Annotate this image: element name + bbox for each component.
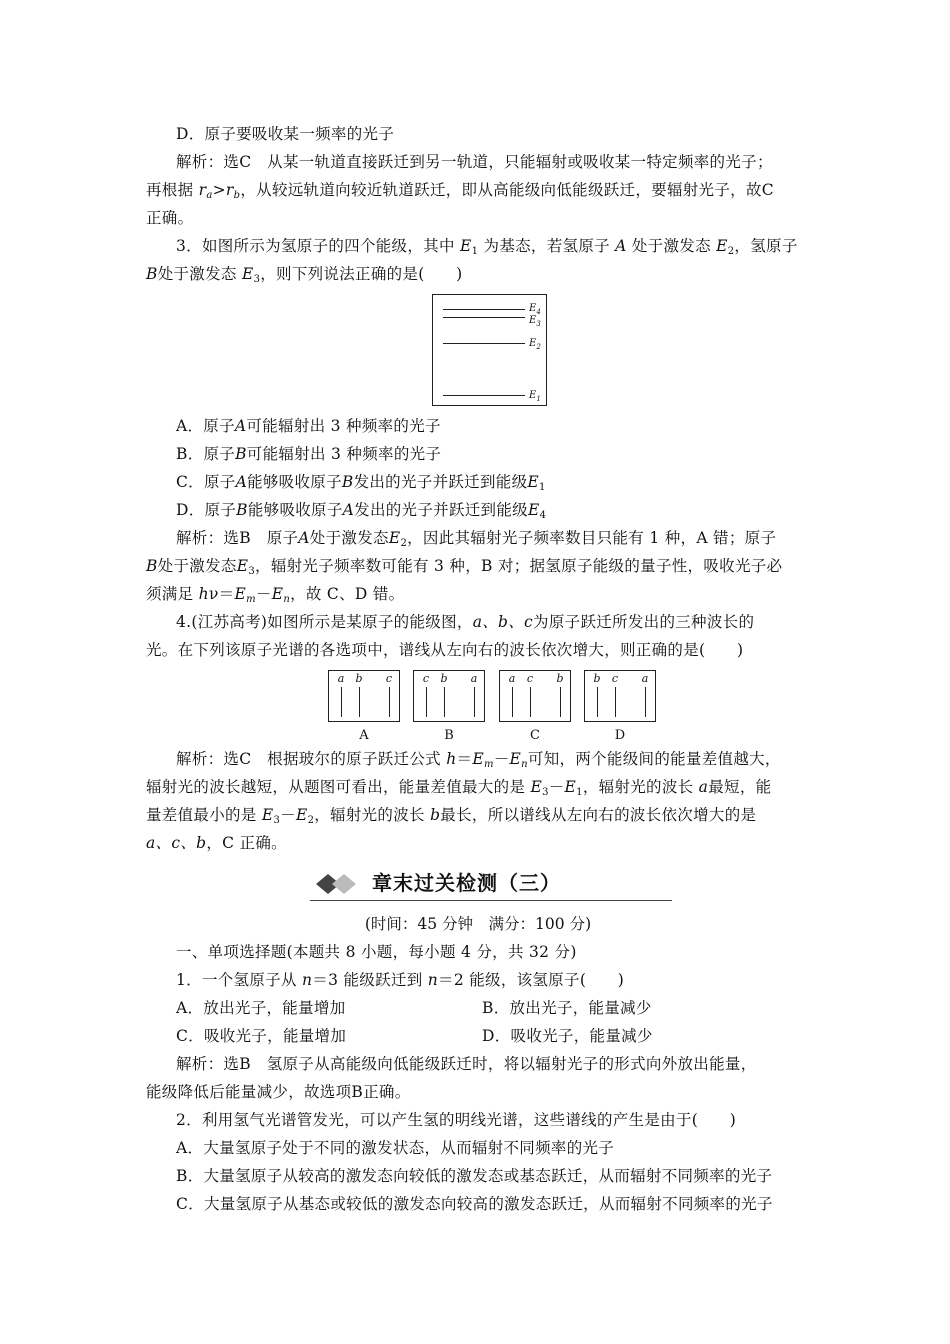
spectrum-box-a <box>328 670 400 722</box>
level-e1-line <box>443 395 525 396</box>
banner-divider <box>310 900 672 901</box>
level-e2-line <box>443 343 525 344</box>
p1-option-a: A．放出光子，能量增加 <box>176 999 346 1017</box>
spectral-line-label: b <box>355 672 363 685</box>
spectral-line <box>444 687 445 717</box>
section-heading: 一、单项选择题(本题共 8 小题，每小题 4 分，共 32 分) <box>176 943 577 961</box>
spectrum-caption: D <box>614 728 626 743</box>
p1-option-b: B．放出光子，能量减少 <box>482 999 652 1017</box>
spectrum-caption: C <box>530 728 540 743</box>
level-e4-line <box>443 309 525 310</box>
spectral-line-label: a <box>641 672 649 685</box>
p2-option-c: C．大量氢原子从基态或较低的激发态向较高的激发态跃迁，从而辐射不同频率的光子 <box>176 1195 773 1213</box>
q3-analysis-2: B处于激发态$E_3$，辐射光子频率数可能有 3 种，B 对；据氢原子能级的量子性，吸收光子必 <box>146 557 783 577</box>
spectral-line-label: a <box>337 672 345 685</box>
q3-analysis-3: 须满足 $h\nu=E_m-E_n$，故 C、D 错。 <box>146 585 405 605</box>
spectral-line <box>512 687 513 717</box>
p1-stem: 1．一个氢原子从 n＝3 能级跃迁到 n＝2 能级，该氢原子( ) <box>176 971 625 989</box>
spectrum-caption: A <box>359 728 369 743</box>
q4-stem-1: 4.(江苏高考)如图所示是某原子的能级图，a、b、c为原子跃迁所发出的三种波长的 <box>176 613 755 631</box>
q3-option-a: A．原子A可能辐射出 3 种频率的光子 <box>176 417 441 435</box>
q2-option-d: D．原子要吸收某一频率的光子 <box>176 125 395 143</box>
spectral-line <box>474 687 475 717</box>
p1-analysis-1: 解析：选B 氢原子从高能级向低能级跃迁时，将以辐射光子的形式向外放出能量， <box>176 1055 757 1073</box>
q4-analysis-3: 量差值最小的是 $E_3-E_2$，辐射光的波长 b最长，所以谱线从左向右的波长依次增大的是 <box>146 806 757 826</box>
spectral-line <box>389 687 390 717</box>
q2-analysis-1: 解析：选C 从某一轨道直接跃迁到另一轨道，只能辐射或吸收某一特定频率的光子； <box>176 153 773 171</box>
spectral-line-label: b <box>556 672 564 685</box>
spectral-line-label: a <box>470 672 478 685</box>
time-score-info: (时间：45 分钟 满分：100 分) <box>364 915 592 933</box>
q4-analysis-4: a、c、b，C 正确。 <box>146 834 287 852</box>
spectral-line <box>359 687 360 717</box>
spectral-line-label: c <box>422 672 430 685</box>
spectral-line-label: a <box>508 672 516 685</box>
p1-option-d: D．吸收光子，能量减少 <box>482 1027 653 1045</box>
q3-option-d: D．原子B能够吸收原子A发出的光子并跃迁到能级$E_4$ <box>176 501 547 521</box>
p2-stem: 2．利用氢气光谱管发光，可以产生氢的明线光谱，这些谱线的产生是由于( ) <box>176 1111 737 1129</box>
chapter-test-title: 章末过关检测（三） <box>372 871 561 895</box>
spectrum-box-b <box>413 670 485 722</box>
level-e3-line <box>443 317 525 318</box>
spectral-line-label: c <box>385 672 393 685</box>
spectral-line <box>615 687 616 717</box>
spectrum-box-d <box>584 670 656 722</box>
spectral-line-label: c <box>611 672 619 685</box>
spectral-line-label: c <box>526 672 534 685</box>
q3-stem-1: 3．如图所示为氢原子的四个能级，其中 $E_1$ 为基态，若氢原子 A 处于激发态 $E_2$，氢原子 <box>176 237 798 257</box>
level-e3-label: $E_3$ <box>529 315 541 328</box>
spectral-line-label: b <box>440 672 448 685</box>
level-e1-label: $E_1$ <box>529 390 541 403</box>
level-e4-label: $E_4$ <box>529 303 541 316</box>
q2-analysis-3: 正确。 <box>146 209 194 227</box>
q3-option-b: B．原子B可能辐射出 3 种频率的光子 <box>176 445 442 463</box>
spectral-line <box>530 687 531 717</box>
q3-option-c: C．原子A能够吸收原子B发出的光子并跃迁到能级$E_1$ <box>176 473 546 493</box>
diamond-icon <box>314 872 364 896</box>
energy-level-diagram <box>432 294 547 406</box>
spectral-line <box>597 687 598 717</box>
q4-analysis-1: 解析：选C 根据玻尔的原子跃迁公式 $h=E_m-E_n$可知，两个能级间的能量差值越大， <box>176 750 781 770</box>
spectral-line-label: b <box>593 672 601 685</box>
spectral-line <box>560 687 561 717</box>
p1-analysis-2: 能级降低后能量减少，故选项B正确。 <box>146 1083 411 1101</box>
p1-option-c: C．吸收光子，能量增加 <box>176 1027 347 1045</box>
spectrum-box-c <box>499 670 571 722</box>
q4-stem-2: 光。在下列该原子光谱的各选项中，谱线从左向右的波长依次增大，则正确的是( ) <box>146 641 744 659</box>
q3-analysis-1: 解析：选B 原子A处于激发态$E_2$，因此其辐射光子频率数目只能有 1 种，A 错；原子 <box>176 529 777 549</box>
q3-stem-2: B处于激发态 $E_3$，则下列说法正确的是( ) <box>146 265 463 285</box>
chapter-test-banner <box>310 870 672 904</box>
p2-option-b: B．大量氢原子从较高的激发态向较低的激发态或基态跃迁，从而辐射不同频率的光子 <box>176 1167 773 1185</box>
q4-analysis-2: 辐射光的波长越短，从题图可看出，能量差值最大的是 $E_3-E_1$，辐射光的波长 a最短，能 <box>146 778 772 798</box>
spectral-line <box>341 687 342 717</box>
p2-option-a: A．大量氢原子处于不同的激发状态，从而辐射不同频率的光子 <box>176 1139 615 1157</box>
spectrum-caption: B <box>444 728 454 743</box>
spectral-line <box>426 687 427 717</box>
level-e2-label: $E_2$ <box>529 338 541 351</box>
q2-analysis-2: 再根据 $r_a>r_b$，从较远轨道向较近轨道跃迁，即从高能级向低能级跃迁，要辐射光子，故C <box>146 181 774 201</box>
spectral-line <box>645 687 646 717</box>
